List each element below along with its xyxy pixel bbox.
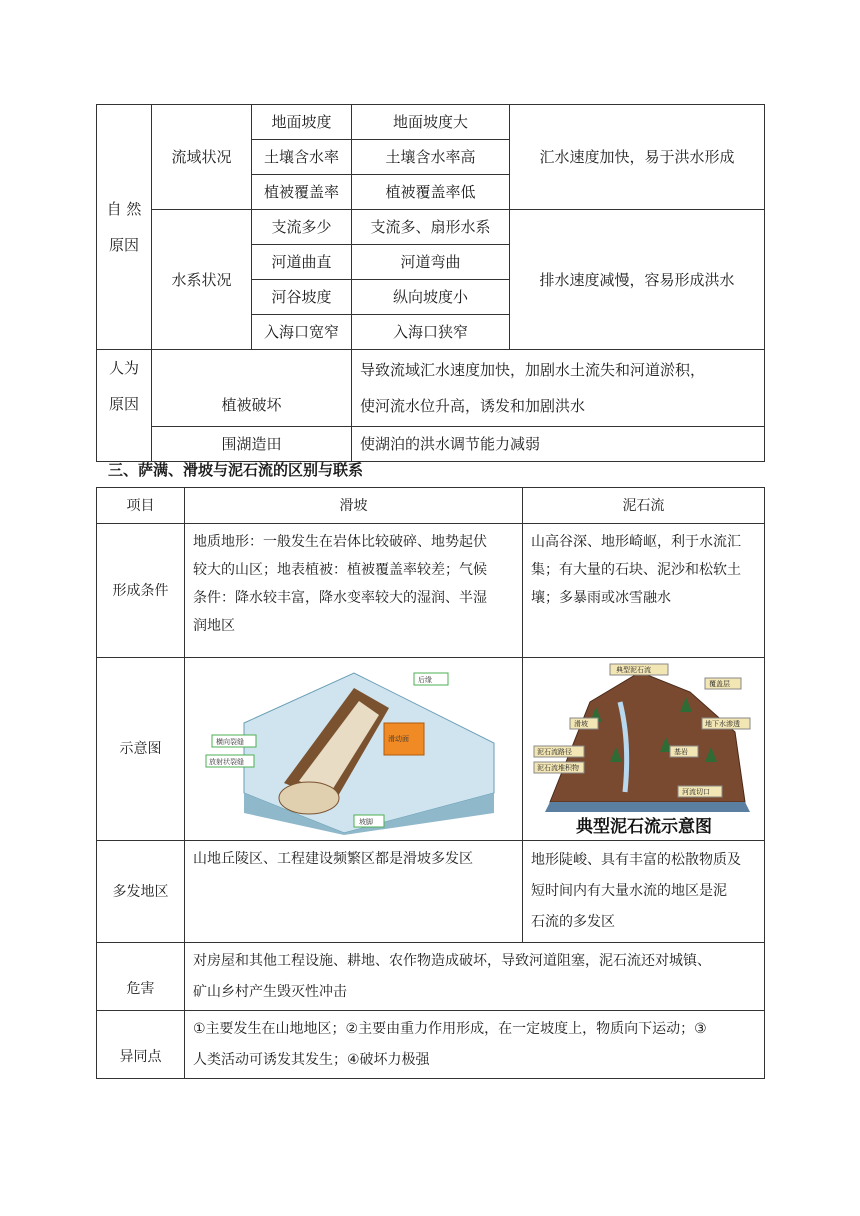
landslide-tag: 后缘 <box>417 676 432 684</box>
natural-causes-cell <box>97 105 152 350</box>
water-factor: 河谷坡度 <box>252 280 352 315</box>
landslide-tag: 放射状裂缝 <box>208 758 244 766</box>
section-title: 三、萨满、滑坡与泥石流的区别与联系 <box>108 461 364 479</box>
text-line: 地质地形：一般发生在岩体比较破碎、地势起伏 <box>193 534 487 550</box>
water-factor: 河道曲直 <box>252 245 352 280</box>
text-line: 矿山乡村产生毁灭性冲击 <box>193 983 347 1000</box>
flood-causes-table <box>96 104 765 462</box>
debris-diagram <box>530 662 758 836</box>
formation-landslide <box>185 524 523 658</box>
text-line: 对房屋和其他工程设施、耕地、农作物造成破坏，导致河道阻塞，泥石流还对城镇、 <box>193 952 711 969</box>
human-label-2: 原因 <box>108 395 139 413</box>
text-line: 润地区 <box>193 618 235 634</box>
debris-tag: 滑坡 <box>573 720 588 728</box>
water-factor: 入海口宽窄 <box>252 315 352 350</box>
veg-effect-line: 导致流域汇水速度加快，加剧水土流失和河道淤积， <box>360 361 706 379</box>
basin-factor: 植被覆盖率 <box>252 175 352 210</box>
debris-tag: 泥石流路径 <box>536 748 572 756</box>
basin-label: 流域状况 <box>152 105 252 210</box>
areas-label: 多发地区 <box>97 841 185 943</box>
water-state: 纵向坡度小 <box>352 280 510 315</box>
diagram-label: 示意图 <box>97 658 185 841</box>
water-state: 入海口狭窄 <box>352 315 510 350</box>
water-state: 河道弯曲 <box>352 245 510 280</box>
veg-effect-line: 使河流水位升高，诱发和加剧洪水 <box>360 397 586 415</box>
header-landslide: 滑坡 <box>185 488 523 524</box>
lake-effect: 使湖泊的洪水调节能力减弱 <box>352 427 765 462</box>
water-label: 水系状况 <box>152 210 252 350</box>
basin-state: 土壤含水率高 <box>352 140 510 175</box>
text-line: 条件：降水较丰富，降水变率较大的湿润、半湿 <box>193 590 487 606</box>
natural-label-2: 原因 <box>108 236 139 254</box>
text-line: 短时间内有大量水流的地区是泥 <box>531 883 727 899</box>
landslide-tag: 坡脚 <box>358 818 373 826</box>
landslide-tag: 滑动面 <box>387 735 409 743</box>
similar-label: 异同点 <box>97 1011 185 1079</box>
basin-state: 植被覆盖率低 <box>352 175 510 210</box>
human-causes-cell <box>97 350 152 462</box>
water-factor: 支流多少 <box>252 210 352 245</box>
landslide-diagram-cell <box>185 658 523 841</box>
debris-tag: 泥石流堆积物 <box>536 764 579 772</box>
natural-label: 自 然 <box>106 200 142 218</box>
formation-label: 形成条件 <box>97 524 185 658</box>
areas-debris <box>523 841 765 943</box>
debris-tag: 典型泥石流 <box>615 666 651 674</box>
text-line: 人类活动可诱发其发生；④破坏力极强 <box>193 1051 430 1068</box>
text-line: 较大的山区；地表植被：植被覆盖率较差；气候 <box>193 562 487 578</box>
formation-debris <box>523 524 765 658</box>
water-effect: 排水速度减慢，容易形成洪水 <box>510 210 765 350</box>
basin-factor: 土壤含水率 <box>252 140 352 175</box>
header-debris: 泥石流 <box>523 488 765 524</box>
text-line: 地形陡峻、具有丰富的松散物质及 <box>531 852 741 868</box>
landslide-tag: 横向裂缝 <box>215 738 244 746</box>
water-state: 支流多、扇形水系 <box>352 210 510 245</box>
text-line: 壤；多暴雨或冰雪融水 <box>531 590 671 606</box>
landslide-diagram <box>204 663 504 835</box>
areas-landslide: 山地丘陵区、工程建设频繁区都是滑坡多发区 <box>185 841 523 943</box>
similar-text <box>185 1011 765 1079</box>
harm-label: 危害 <box>97 943 185 1011</box>
debris-diagram-cell <box>523 658 765 841</box>
text-line: 集；有大量的石块、泥沙和松软土 <box>531 562 741 578</box>
header-item: 项目 <box>97 488 185 524</box>
veg-effect-cell <box>352 350 765 427</box>
lake-label: 围湖造田 <box>152 427 352 462</box>
human-label: 人为 <box>108 359 139 377</box>
text-line: 石流的多发区 <box>531 914 615 930</box>
basin-state: 地面坡度大 <box>352 105 510 140</box>
hazard-comparison-table <box>96 487 765 1079</box>
basin-effect: 汇水速度加快，易于洪水形成 <box>510 105 765 210</box>
debris-tag: 基岩 <box>673 748 688 756</box>
debris-tag: 地下水渗透 <box>704 720 740 728</box>
text-line: 山高谷深、地形崎岖，利于水流汇 <box>531 534 741 550</box>
harm-text <box>185 943 765 1011</box>
veg-label: 植被破坏 <box>152 350 352 427</box>
debris-tag: 河流切口 <box>681 788 710 796</box>
debris-caption: 典型泥石流示意图 <box>575 817 712 836</box>
basin-factor: 地面坡度 <box>252 105 352 140</box>
debris-tag: 覆盖层 <box>708 680 730 688</box>
text-line: ①主要发生在山地地区；②主要由重力作用形成，在一定坡度上，物质向下运动；③ <box>193 1020 707 1037</box>
